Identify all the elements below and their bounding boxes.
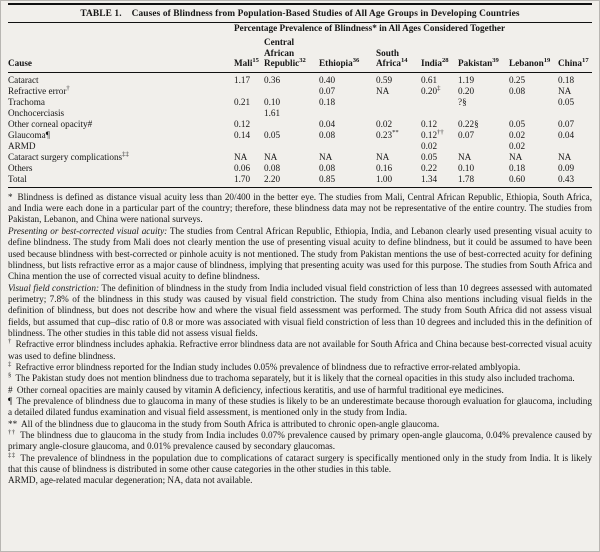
- column-header-ethiopia: Ethiopia$^{36}$: [319, 33, 376, 72]
- footnote-marker: *: [8, 191, 13, 202]
- table-row: [8, 97, 592, 108]
- value-cell: [421, 97, 458, 108]
- value-cell: [376, 141, 421, 152]
- value-cell: NA: [558, 151, 572, 162]
- value-cell: 0.08: [319, 129, 336, 140]
- value-cell: NA: [264, 151, 278, 162]
- value-cell: ?§: [458, 96, 467, 107]
- value-cell: 0.04: [319, 118, 336, 129]
- footnote: # Other corneal opacities are mainly caused by vitamin A deficiency, infectious keratitis, and use of harmful traditional eye medicines.: [8, 384, 504, 395]
- column-group-header: Percentage Prevalence of Blindness* in All Ages Considered Together: [234, 23, 506, 33]
- value-cell: NA: [376, 85, 390, 96]
- value-cell: 1.17: [234, 74, 251, 85]
- value-cell: NA: [376, 151, 390, 162]
- value-cell: 2.20: [264, 174, 319, 188]
- value-cell: [264, 86, 319, 97]
- table-row: [8, 141, 592, 152]
- value-cell: 0.02: [509, 140, 526, 151]
- footnote-marker: **: [8, 418, 18, 429]
- value-cell: 0.22§: [458, 118, 479, 129]
- value-cell: [458, 141, 509, 152]
- footnote: * Blindness is defined as distance visual acuity less than 20/400 in the better eye. The studies from Mali, Central African Republic, Ethiopia, South Africa, and India were each done in a particular part of the country; therefore, these blindness data may not be representative of the entire country. The studies from Pakistan, Lebanon, and China were national surveys.: [8, 191, 592, 225]
- footnote: Presenting or best-corrected visual acuity: The studies from Central African Republic, Ethiopia, India, and Lebanon clearly used presenting visual acuity to define blindness. The study from Mali does not clearly mention the use of presenting visual acuity to define blindness, but it could be assumed to have been used because blindness with best-corrected or pinhole acuity is not mentioned. The study from Pakistan mentions the use of best-corrected acuity for defining blindness, but lists refractive error as a major cause of blindness, implying that presenting acuity was used for this purpose. The studies from South Africa and China mention the use of corrected visual acuity to define blindness.: [8, 225, 592, 282]
- footnote-marker: †: [66, 84, 70, 92]
- value-cell: 0.05: [558, 96, 575, 107]
- footnote: † Refractive error blindness includes aphakia. Refractive error blindness data are not available for South Africa and China because best-corrected visual acuity was used to define blindness.: [8, 338, 593, 361]
- footnotes: [8, 192, 592, 487]
- footnote: ‡ Refractive error blindness reported for the Indian study includes 0.05% prevalence of blindness due to refractive error-related amblyopia.: [8, 360, 521, 372]
- value-cell: 1.19: [458, 74, 475, 85]
- value-cell: 0.02: [421, 140, 438, 151]
- spanner-spacer: [8, 23, 234, 33]
- table-row: [8, 130, 592, 141]
- column-header-india: India$^{28}$: [421, 33, 458, 72]
- footnote: § The Pakistan study does not mention blindness due to trachoma separately, but it is likely that the corneal opacities in this study also included trachoma.: [8, 372, 575, 384]
- footnote-lead: Visual field constriction:: [8, 282, 100, 293]
- footnote-marker: ††: [8, 428, 16, 436]
- footnote-lead: Presenting or best-corrected visual acuity:: [8, 225, 168, 236]
- value-cell: 0.05: [509, 118, 526, 129]
- footnote-marker: 19: [543, 57, 551, 65]
- value-cell: 0.59: [376, 74, 393, 85]
- footnote-marker: 32: [299, 57, 306, 65]
- cause-cell: Glaucoma¶: [8, 129, 50, 140]
- footnote-marker: §: [8, 372, 12, 380]
- value-cell: 0.12††: [421, 128, 444, 140]
- cause-cell: ARMD: [8, 140, 36, 151]
- value-cell: 1.70: [234, 174, 264, 188]
- value-cell: 0.04: [558, 129, 575, 140]
- value-cell: [319, 108, 376, 119]
- value-cell: [558, 141, 592, 152]
- value-cell: 0.05: [264, 129, 281, 140]
- footnote-marker: ‡: [437, 84, 441, 92]
- table-row: [8, 86, 592, 97]
- cause-cell: Total: [8, 174, 234, 188]
- value-cell: 0.02: [376, 118, 393, 129]
- value-cell: NA: [234, 151, 248, 162]
- footnote-marker: †: [8, 338, 12, 346]
- footnote-marker: ‡: [8, 360, 12, 368]
- blindness-prevalence-table: [8, 23, 592, 188]
- value-cell: 0.10: [458, 162, 475, 173]
- value-cell: [376, 108, 421, 119]
- footnote-marker: 28: [441, 57, 449, 65]
- value-cell: [319, 141, 376, 152]
- value-cell: 0.02: [509, 129, 526, 140]
- footnote-marker: 14: [401, 57, 408, 65]
- footnote-marker: 15: [252, 57, 259, 65]
- column-header-south-africa: South Africa$^{14}$: [376, 33, 421, 72]
- footnote-marker: ††: [437, 128, 444, 136]
- value-cell: 1.00: [376, 174, 421, 188]
- value-cell: 0.23**: [376, 128, 399, 140]
- cause-cell: Others: [8, 162, 33, 173]
- table-title: Causes of Blindness from Population-Based Studies of All Age Groups in Developing Countries: [131, 9, 520, 19]
- value-cell: 0.16: [376, 162, 393, 173]
- table-row: [8, 108, 592, 119]
- value-cell: [458, 108, 509, 119]
- value-cell: [234, 86, 264, 97]
- value-cell: 0.08: [264, 162, 281, 173]
- footnote-marker: 17: [582, 57, 589, 65]
- value-cell: 0.07: [458, 129, 475, 140]
- column-header-central-african-republic: Central African Republic$^{32}$: [264, 33, 319, 72]
- value-cell: 0.06: [234, 162, 251, 173]
- column-header-china: China$^{17}$: [558, 33, 592, 72]
- cause-cell: Cataract: [8, 74, 39, 85]
- value-cell: 0.21: [234, 96, 251, 107]
- column-header-lebanon: Lebanon$^{19}$: [509, 33, 558, 72]
- value-cell: NA: [509, 151, 523, 162]
- footnote: ARMD, age-related macular degeneration; NA, data not available.: [8, 475, 253, 486]
- footnote-marker: **: [392, 128, 399, 136]
- value-cell: [264, 119, 319, 130]
- footnote-marker: ‡‡: [122, 150, 129, 158]
- value-cell: 0.12: [234, 118, 251, 129]
- value-cell: 0.25: [509, 74, 526, 85]
- value-cell: [264, 141, 319, 152]
- value-cell: 1.78: [458, 174, 509, 188]
- cause-cell: Refractive error†: [8, 84, 70, 96]
- column-header-cause: Cause: [8, 33, 234, 72]
- value-cell: [376, 97, 421, 108]
- value-cell: 1.34: [421, 174, 458, 188]
- footnote-marker: ‡‡: [8, 451, 16, 459]
- value-cell: [558, 108, 592, 119]
- table-row: [8, 152, 592, 163]
- value-cell: [234, 108, 264, 119]
- value-cell: 0.61: [421, 74, 438, 85]
- footnote: ¶ The prevalence of blindness due to glaucoma in many of these studies is likely to be an underestimate because thorough evaluation for glaucoma, including a detailed dilated fundus examination and visual field assessment, is mentioned only in the study from India.: [8, 395, 592, 418]
- table-caption: [8, 3, 592, 23]
- value-cell: 0.22: [421, 162, 438, 173]
- footnote-marker: 39: [492, 57, 499, 65]
- table-row: [8, 174, 592, 188]
- value-cell: 0.85: [319, 174, 376, 188]
- value-cell: 0.10: [264, 96, 281, 107]
- table-body: [8, 72, 592, 187]
- table-row: [8, 163, 592, 174]
- value-cell: 0.20: [458, 85, 475, 96]
- value-cell: [509, 108, 558, 119]
- cause-cell: Other corneal opacity#: [8, 118, 93, 129]
- value-cell: 0.05: [421, 151, 438, 162]
- cause-cell: Cataract surgery complications‡‡: [8, 150, 129, 162]
- value-cell: NA: [558, 85, 572, 96]
- table-row: [8, 119, 592, 130]
- footnote: ‡‡ The prevalence of blindness in the population due to complications of cataract surgery is specifically mentioned only in the study from India. It is likely that this cause of blindness is distributed in some other cause categories in the other studies in this table.: [8, 451, 592, 475]
- footnote: ** All of the blindness due to glaucoma in the study from South Africa is attributed to chronic open-angle glaucoma.: [8, 418, 440, 429]
- spanner-row: [8, 23, 592, 33]
- table-number: TABLE 1.: [80, 9, 122, 19]
- value-cell: 0.20‡: [421, 84, 441, 96]
- value-cell: 0.08: [319, 162, 336, 173]
- value-cell: 0.43: [558, 174, 592, 188]
- value-cell: 0.18: [319, 96, 336, 107]
- value-cell: 0.40: [319, 74, 336, 85]
- value-cell: [234, 141, 264, 152]
- value-cell: [421, 108, 458, 119]
- footnote-marker: #: [8, 384, 13, 395]
- footnote-marker: 36: [352, 57, 360, 65]
- column-header-mali: Mali$^{15}$: [234, 33, 264, 72]
- value-cell: 0.18: [558, 74, 575, 85]
- column-header-pakistan: Pakistan$^{39}$: [458, 33, 509, 72]
- value-cell: NA: [458, 151, 472, 162]
- value-cell: 0.36: [264, 74, 281, 85]
- value-cell: [509, 97, 558, 108]
- value-cell: 0.18: [509, 162, 526, 173]
- table-row: [8, 72, 592, 86]
- value-cell: 0.09: [558, 162, 575, 173]
- footnote: †† The blindness due to glaucoma in the study from India includes 0.07% prevalence caused by primary open-angle glaucoma, 0.04% prevalence caused by primary angle-closure glaucoma, and 0.01% prevalence caused by secondary glaucomas.: [8, 428, 592, 452]
- value-cell: 0.08: [509, 85, 526, 96]
- value-cell: 0.07: [558, 118, 575, 129]
- cause-cell: Trachoma: [8, 96, 45, 107]
- value-cell: NA: [319, 151, 333, 162]
- value-cell: 0.60: [509, 174, 558, 188]
- value-cell: 0.12: [421, 118, 438, 129]
- footnote: Visual field constriction: The definition of blindness in the study from India included visual field constriction of less than 10 degrees assessed with automated perimetry; 7.8% of the blindness in this study was caused by visual field constriction. The study from China also mentions including visual fields in the definition of blindness, but does not describe how and where the visual field assessment was performed. The study from South Africa did not assess visual fields, but assumed that cup–disc ratio of 0.8 or more was associated with visual field constriction of less than 10 degrees and included this in the definition of blindness. The other studies in this table did not assess visual fields.: [8, 282, 593, 338]
- column-header-row: [8, 33, 592, 72]
- footnote-marker: ¶: [8, 395, 13, 406]
- value-cell: 0.14: [234, 129, 251, 140]
- cause-cell: Onchocerciasis: [8, 107, 65, 118]
- value-cell: 1.61: [264, 107, 281, 118]
- value-cell: 0.07: [319, 85, 336, 96]
